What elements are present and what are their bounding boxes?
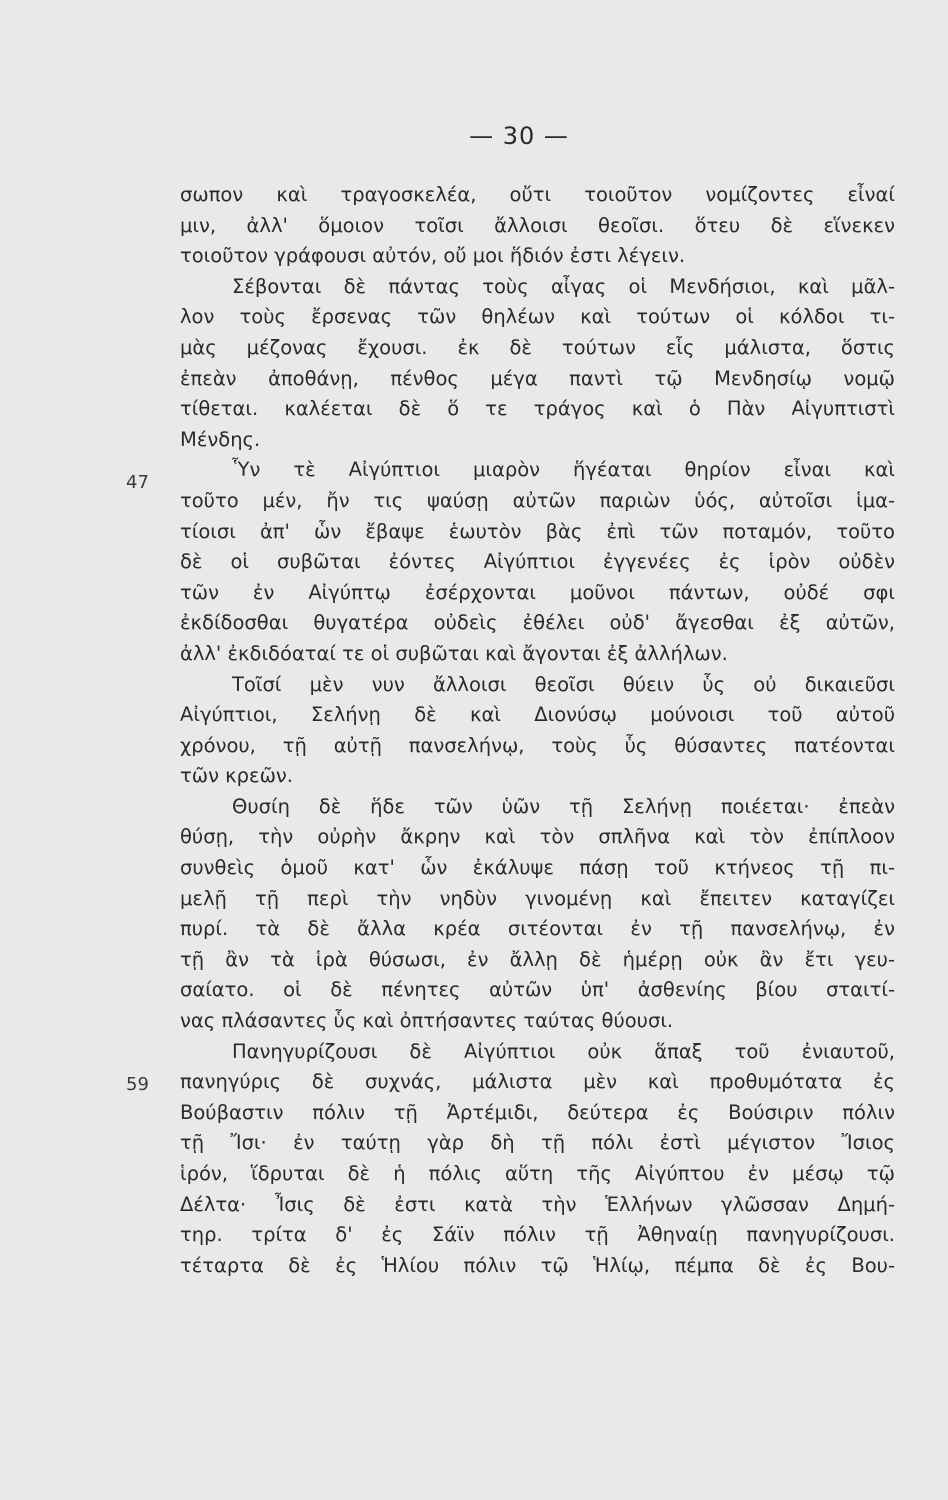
page-number: — 30 — <box>469 122 569 150</box>
text-line: τῇ Ἴσι· ἐν ταύτῃ γὰρ δὴ τῇ πόλι ἐστὶ μέγιστον Ἴσιος <box>180 1131 895 1155</box>
text-line: τίοισι ἀπ' ὧν ἔβαψε ἑωυτὸν βὰς ἐπὶ τῶν ποταμόν, τοῦτο <box>180 519 895 543</box>
text-line: τῶν ἐν Αἰγύπτῳ ἐσέρχονται μοῦνοι πάντων, οὐδέ σφι <box>180 580 895 604</box>
text-line: θύσῃ, τὴν οὐρὴν ἄκρην καὶ τὸν σπλῆνα καὶ τὸν ἐπίπλοον <box>180 825 895 849</box>
text-line: Αἰγύπτιοι, Σελήνῃ δὲ καὶ Διονύσῳ μούνοισι τοῦ αὐτοῦ <box>180 703 895 727</box>
text-line: Ὗν τὲ Αἰγύπτιοι μιαρὸν ἥγέαται θηρίον εἶναι καὶ <box>232 458 895 482</box>
margin-number: 59 <box>126 1074 149 1095</box>
text-line: τίθεται. καλέεται δὲ ὅ τε τράγος καὶ ὁ Πὰν Αἰγυπτιστὶ <box>180 397 895 421</box>
text-line: μιν, ἀλλ' ὅμοιον τοῖσι ἄλλοισι θεοῖσι. ὅτευ δὲ εἵνεκεν <box>180 213 895 237</box>
text-line: λον τοὺς ἔρσενας τῶν θηλέων καὶ τούτων οἱ κόλδοι τι- <box>180 305 895 329</box>
text-line: τῇ ἂν τὰ ἱρὰ θύσωσι, ἐν ἄλλῃ δὲ ἡμέρῃ οὐκ ἂν ἔτι γευ- <box>180 947 895 971</box>
text-line: ἱρόν, ἵδρυται δὲ ἡ πόλις αὕτη τῆς Αἰγύπτου ἐν μέσῳ τῷ <box>180 1162 895 1185</box>
text-line: ἐκδίδοσθαι θυγατέρα οὐδεὶς ἐθέλει οὐδ' ἄγεσθαι ἐξ αὐτῶν, <box>180 611 895 635</box>
text-line: Τοῖσί μὲν νυν ἄλλοισι θεοῖσι θύειν ὗς οὐ δικαιεῦσι <box>232 672 895 696</box>
text-line: πυρί. τὰ δὲ ἄλλα κρέα σιτέονται ἐν τῇ πανσελήνῳ, ἐν <box>180 917 895 941</box>
text-line: τοιοῦτον γράφουσι αὐτόν, οὔ μοι ἥδιόν ἐστι λέγειν. <box>180 244 686 268</box>
text-line: ἀλλ' ἐκδιδόαταί τε οἱ συβῶται καὶ ἄγονται ἐξ ἀλλήλων. <box>180 641 728 665</box>
text-line: τῶν κρεῶν. <box>180 764 293 788</box>
text-line: ἐπεὰν ἀποθάνῃ, πένθος μέγα παντὶ τῷ Μενδησίῳ νομῷ <box>180 366 895 390</box>
text-line: Θυσίη δὲ ἥδε τῶν ὑῶν τῇ Σελήνῃ ποιέεται· ἐπεὰν <box>232 794 895 818</box>
text-line: μελῇ τῇ περὶ τὴν νηδὺν γινομένῃ καὶ ἔπειτεν καταγίζει <box>180 886 895 910</box>
text-line: Πανηγυρίζουσι δὲ Αἰγύπτιοι οὐκ ἅπαξ τοῦ ἐνιαυτοῦ, <box>232 1039 895 1063</box>
text-line: πανηγύρις δὲ συχνάς, μάλιστα μὲν καὶ προθυμότατα ἐς <box>180 1070 895 1094</box>
text-line: σωπον καὶ τραγοσκελέα, οὔτι τοιοῦτον νομίζοντες εἶναί <box>180 183 895 206</box>
margin-number: 47 <box>126 472 149 493</box>
text-line: σαίατο. οἱ δὲ πένητες αὐτῶν ὑπ' ἀσθενίης βίου σταιτί- <box>180 978 895 1002</box>
body-text <box>180 180 895 1281</box>
text-line: τοῦτο μέν, ἤν τις ψαύσῃ αὐτῶν παριὼν ὑός, αὐτοῖσι ἱμα- <box>180 488 895 512</box>
text-line: χρόνου, τῇ αὐτῇ πανσελήνῳ, τοὺς ὗς θύσαντες πατέονται <box>180 733 895 757</box>
text-line: νας πλάσαντες ὗς καὶ ὀπτήσαντες ταύτας θύουσι. <box>180 1009 674 1033</box>
text-line: Μένδης. <box>180 427 261 451</box>
text-line: συνθεὶς ὁμοῦ κατ' ὧν ἐκάλυψε πάσῃ τοῦ κτήνεος τῇ πι- <box>180 856 895 880</box>
text-line: μὰς μέζονας ἔχουσι. ἐκ δὲ τούτων εἷς μάλιστα, ὅστις <box>180 335 895 359</box>
text-line: δὲ οἱ συβῶται ἐόντες Αἰγύπτιοι ἐγγενέες ἐς ἱρὸν οὐδὲν <box>180 550 895 574</box>
text-line: τηρ. τρίτα δ' ἐς Σάϊν πόλιν τῇ Ἀθηναίῃ πανηγυρίζουσι. <box>180 1223 895 1247</box>
text-line: Σέβονται δὲ πάντας τοὺς αἶγας οἱ Μενδήσιοι, καὶ μᾶλ- <box>232 274 895 298</box>
text-line: Δέλτα· Ἶσις δὲ ἐστι κατὰ τὴν Ἑλλήνων γλῶσσαν Δημή- <box>180 1192 895 1216</box>
text-line: Βούβαστιν πόλιν τῇ Ἀρτέμιδι, δεύτερα ἐς Βούσιριν πόλιν <box>180 1100 895 1124</box>
text-line: τέταρτα δὲ ἐς Ἡλίου πόλιν τῷ Ἡλίῳ, πέμπα δὲ ἐς Βου- <box>180 1253 895 1277</box>
